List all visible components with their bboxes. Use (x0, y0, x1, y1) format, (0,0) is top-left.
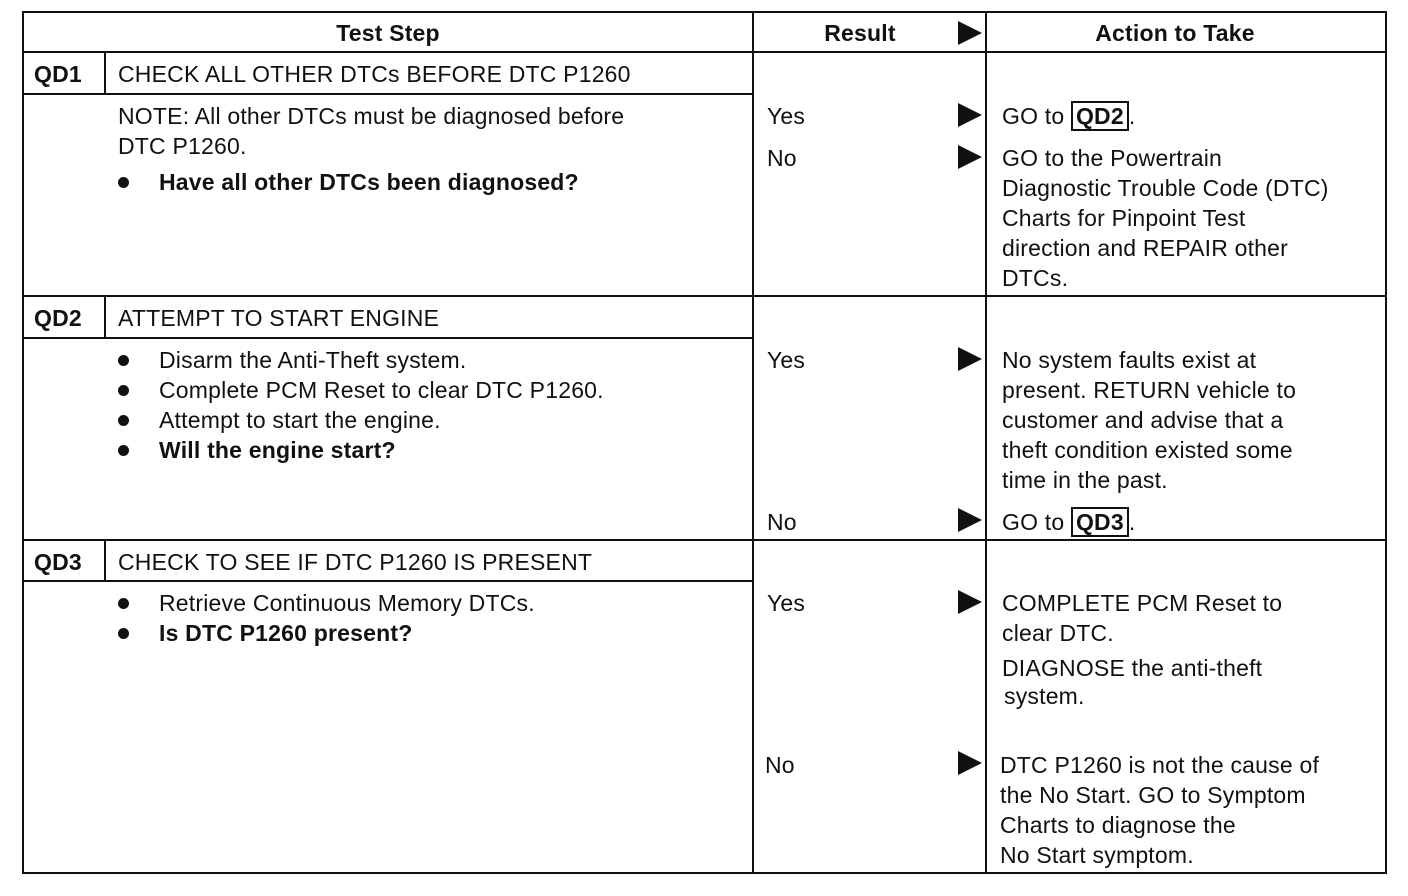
qd3-id-divider (104, 540, 106, 582)
qd2-bullet-3: Attempt to start the engine. (159, 407, 441, 433)
qd3-action-no-line4: No Start symptom. (1000, 842, 1194, 868)
qd3-result-no: No (765, 752, 795, 778)
qd1-bottom-rule (22, 295, 1387, 297)
qd1-no-arrow-icon (958, 145, 982, 169)
qd2-result-yes: Yes (767, 347, 806, 373)
qd3-action-no-line1: DTC P1260 is not the cause of (1000, 752, 1320, 778)
qd3-action-yes-line2: clear DTC. (1002, 620, 1114, 646)
bullet-icon (118, 415, 129, 426)
bullet-icon (118, 385, 129, 396)
qd2-id: QD2 (34, 305, 82, 331)
qd1-action-yes: GO to QD2 . (1002, 103, 1136, 129)
header-test-step: Test Step (336, 20, 440, 46)
qd2-title: ATTEMPT TO START ENGINE (118, 305, 440, 331)
table-bottom-border (22, 872, 1387, 874)
qd1-id: QD1 (34, 61, 82, 87)
qd2-action-yes-line1: No system faults exist at (1002, 347, 1257, 373)
ref-box-qd3: QD3 (1071, 507, 1129, 537)
qd3-result-yes: Yes (767, 590, 806, 616)
qd2-id-divider (104, 296, 106, 338)
header-action: Action to Take (1095, 20, 1255, 46)
qd3-no-arrow-icon (958, 751, 982, 775)
qd1-result-yes: Yes (767, 103, 806, 129)
qd3-id: QD3 (34, 549, 82, 575)
qd1-result-no: No (767, 145, 797, 171)
result-action-divider (985, 11, 987, 874)
qd3-title: CHECK TO SEE IF DTC P1260 IS PRESENT (118, 549, 593, 575)
qd2-action-no: GO to QD3 . (1002, 509, 1136, 535)
qd1-action-no-line1: GO to the Powertrain (1002, 145, 1223, 171)
bullet-icon (118, 355, 129, 366)
qd1-action-no-line4: direction and REPAIR other (1002, 235, 1289, 261)
qd2-title-rule (22, 337, 754, 339)
table-top-border (22, 11, 1387, 13)
qd3-action-yes-line4: system. (1004, 683, 1085, 709)
qd2-action-yes-line3: customer and advise that a (1002, 407, 1284, 433)
qd1-note-line1: NOTE: All other DTCs must be diagnosed before (118, 103, 625, 129)
qd1-id-divider (104, 52, 106, 94)
table-left-border (22, 11, 24, 874)
header-bottom-rule (22, 51, 1387, 53)
header-result: Result (824, 20, 896, 46)
qd2-bullet-2: Complete PCM Reset to clear DTC P1260. (159, 377, 604, 403)
qd1-title-rule (22, 93, 754, 95)
bullet-icon (118, 598, 129, 609)
qd1-note-line2: DTC P1260. (118, 133, 247, 159)
qd2-bullet-1: Disarm the Anti-Theft system. (159, 347, 467, 373)
qd3-action-no-line3: Charts to diagnose the (1000, 812, 1236, 838)
qd2-yes-arrow-icon (958, 347, 982, 371)
qd2-action-yes-line5: time in the past. (1002, 467, 1168, 493)
qd1-action-no-line2: Diagnostic Trouble Code (DTC) (1002, 175, 1329, 201)
qd1-yes-arrow-icon (958, 103, 982, 127)
qd3-action-no-line2: the No Start. GO to Symptom (1000, 782, 1306, 808)
ref-box-qd2: QD2 (1071, 101, 1129, 131)
header-arrow-icon (958, 21, 982, 45)
qd1-action-no-line3: Charts for Pinpoint Test (1002, 205, 1246, 231)
table-right-border (1385, 11, 1387, 874)
qd2-no-arrow-icon (958, 508, 982, 532)
qd3-action-yes-line1: COMPLETE PCM Reset to (1002, 590, 1283, 616)
qd2-action-yes-line2: present. RETURN vehicle to (1002, 377, 1297, 403)
qd1-action-no-line5: DTCs. (1002, 265, 1069, 291)
qd3-title-rule (22, 580, 754, 582)
bullet-icon (118, 445, 129, 456)
qd3-question: Is DTC P1260 present? (159, 620, 413, 646)
qd1-title: CHECK ALL OTHER DTCs BEFORE DTC P1260 (118, 61, 631, 87)
qd1-question: Have all other DTCs been diagnosed? (159, 169, 579, 195)
qd2-action-yes-line4: theft condition existed some (1002, 437, 1293, 463)
qd3-yes-arrow-icon (958, 590, 982, 614)
qd3-action-yes-line3: DIAGNOSE the anti-theft (1002, 655, 1263, 681)
bullet-icon (118, 177, 129, 188)
qd2-question: Will the engine start? (159, 437, 396, 463)
teststep-result-divider (752, 11, 754, 874)
qd3-bullet-1: Retrieve Continuous Memory DTCs. (159, 590, 535, 616)
qd2-result-no: No (767, 509, 797, 535)
bullet-icon (118, 628, 129, 639)
qd2-bottom-rule (22, 539, 1387, 541)
